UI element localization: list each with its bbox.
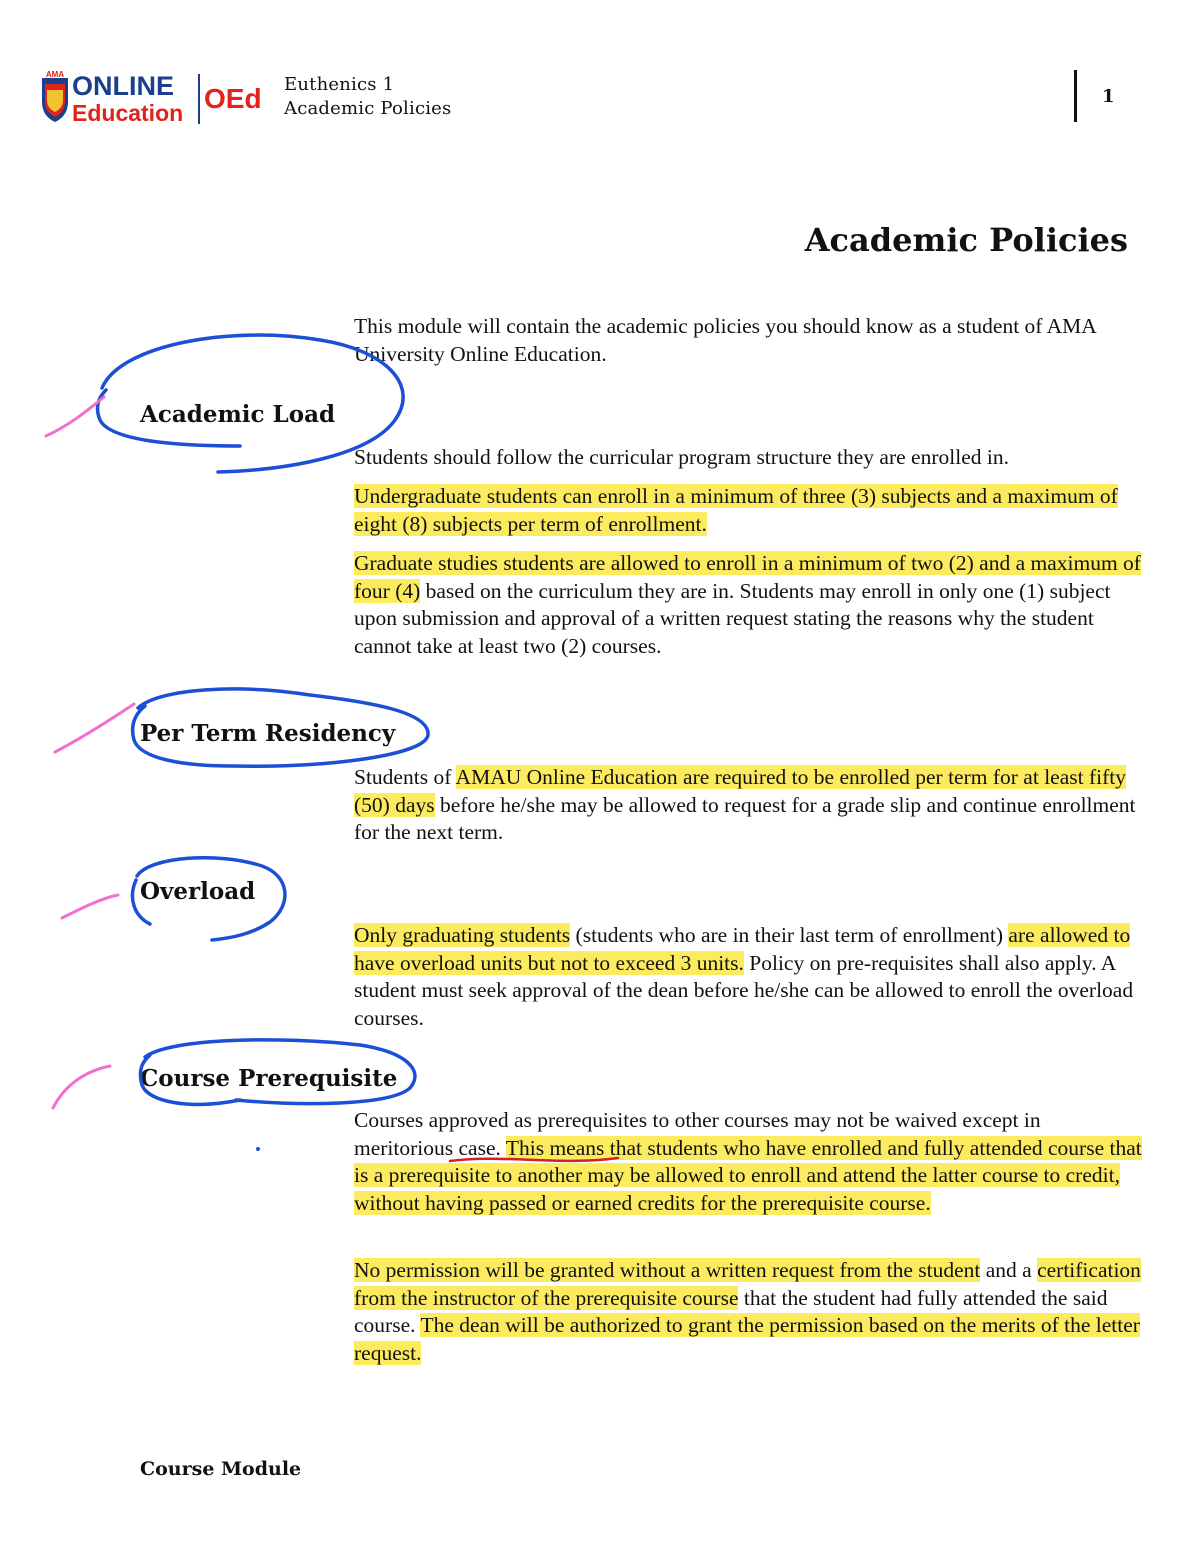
overload-paragraph (354, 922, 1144, 1032)
logo-online-text: ONLINE (72, 71, 175, 101)
header-topic-name: Academic Policies (284, 98, 452, 119)
academic-load-paragraph-1 (354, 444, 1144, 472)
academic-load-paragraph-2 (354, 483, 1144, 538)
logo-graphic (38, 68, 270, 126)
footer-label: Course Module (140, 1458, 302, 1480)
academic-load-paragraph-3 (354, 550, 1144, 660)
page-title: Academic Policies (804, 221, 1128, 259)
annotation-tick-3 (62, 895, 118, 918)
annotation-tick-1 (46, 397, 104, 436)
text-run: Courses approved as prerequisites to other courses may not be waived except in meritorious case. (354, 1108, 1041, 1160)
text-run: Students of (354, 765, 456, 789)
text-run: Policy on pre-requisites shall also apply. A student must seek approval of the dean before he/she can be allowed to enroll the overload courses. (354, 950, 1134, 1030)
per-term-residency-paragraph (354, 764, 1144, 847)
heading-per-term-residency: Per Term Residency (140, 720, 396, 747)
online-education-logo (38, 68, 270, 126)
heading-course-prerequisite: Course Prerequisite (140, 1065, 398, 1092)
logo-education-text: Education (72, 100, 184, 126)
highlighted-text: certification from the instructor of the prerequisite course (354, 1258, 1141, 1310)
logo-crest-text: AMA (45, 70, 65, 79)
annotation-dot (256, 1147, 260, 1151)
highlighted-text: Graduate studies students are allowed to enroll in a minimum of two (2) and a maximum of four (4) (354, 551, 1141, 603)
page-number: 1 (1102, 86, 1115, 107)
text-run: before he/she may be allowed to request for a grade slip and continue enrollment for the next term. (354, 792, 1136, 844)
header-course-name: Euthenics 1 (284, 74, 395, 95)
highlighted-text: This means that students who have enrolled and fully attended course that is a prerequisite to another may be allowed to enroll and attend the latter course to credit, without having passed or earned credits for the prerequisite course. (354, 1135, 1142, 1215)
highlighted-text: No permission will be granted without a written request from the student (354, 1258, 981, 1282)
course-prerequisite-paragraph-1 (354, 1107, 1144, 1217)
course-prerequisite-paragraph-2 (354, 1257, 1144, 1367)
highlighted-text: Undergraduate students can enroll in a minimum of three (3) subjects and a maximum of eight (8) subjects per term of enrollment. (354, 484, 1118, 536)
highlighted-text: The dean will be authorized to grant the permission based on the merits of the letter request. (354, 1313, 1140, 1365)
text-run: that the student had fully attended the said course. (354, 1285, 1108, 1337)
highlighted-text: are allowed to have overload units but not to exceed 3 units. (354, 923, 1131, 975)
highlighted-text: AMAU Online Education are required to be enrolled per term for at least fifty (50) days (354, 765, 1126, 817)
highlighted-text: Only graduating students (354, 923, 571, 947)
text-run: (students who are in their last term of enrollment) (570, 923, 1009, 947)
text-run: based on the curriculum they are in. Students may enroll in only one (1) subject upon submission and approval of a written request stating the reasons why the student cannot take at least two (2) courses. (354, 578, 1111, 658)
annotation-tick-4 (53, 1066, 110, 1108)
header-divider (1074, 70, 1077, 122)
intro-paragraph (354, 313, 1144, 368)
text-run: and a (980, 1258, 1038, 1282)
logo-oed-text: OEd (204, 83, 262, 114)
heading-academic-load: Academic Load (140, 401, 336, 428)
heading-overload: Overload (140, 878, 256, 905)
annotation-tick-2 (55, 704, 134, 752)
text-run: Students should follow the curricular program structure they are enrolled in. (354, 445, 1009, 469)
text-run: This module will contain the academic policies you should know as a student of AMA University Online Education. (354, 314, 1096, 366)
